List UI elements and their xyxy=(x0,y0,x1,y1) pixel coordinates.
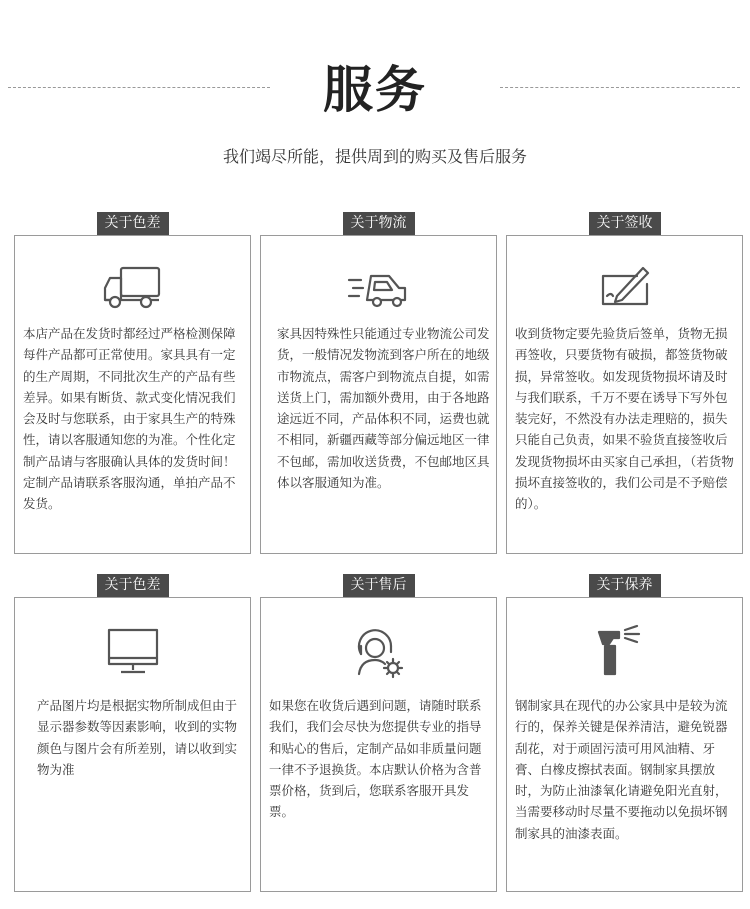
card-color-difference-2 xyxy=(14,574,251,892)
card-text: 本店产品在发货时都经过严格检测保障每件产品都可正常使用。家具具有一定的生产周期，不同批次生产的产品有些差异。如果有断货、款式变化情况我们会及时与您联系，由于家具生产的特殊性，请以客服通知您的为准。个性化定制产品请与客服确认具体的发货时间！定制产品请联系客服沟通，单拍产品不发货。 xyxy=(23,326,236,512)
card-body xyxy=(506,597,743,892)
card-after-sales xyxy=(260,574,497,892)
truck-icon xyxy=(15,264,250,324)
divider-right xyxy=(500,87,740,88)
page-subtitle: 我们竭尽所能，提供周到的购买及售后服务 xyxy=(222,147,527,166)
card-body xyxy=(260,235,497,554)
card-tag: 关于色差 xyxy=(97,574,169,597)
monitor-icon xyxy=(15,626,250,686)
card-text: 钢制家具在现代的办公家具中是较为流行的，保养关键是保养清洁，避免锐器刮花，对于顽固污渍可用风油精、牙膏、白橡皮擦拭表面。钢制家具摆放时，为防止油漆氧化请避免阳光直射，当需要移动时尽量不要拖动以免损坏钢制家具的油漆表面。 xyxy=(515,698,728,841)
card-text: 家具因特殊性只能通过专业物流公司发货，一般情况发物流到客户所在的地级市物流点，需客户到物流点自提，如需送货上门，需加额外费用，由于各地路途远近不同，产品体积不同，运费也就不相同，新疆西藏等部分偏远地区一律不包邮，需加收送货费，不包邮地区具体以客服通知为准。 xyxy=(277,326,490,491)
card-signing xyxy=(506,212,743,554)
card-tag: 关于保养 xyxy=(589,574,661,597)
page-title: 服务 xyxy=(323,61,427,119)
card-color-difference xyxy=(14,212,251,554)
card-body xyxy=(260,597,497,892)
card-text: 如果您在收货后遇到问题，请随时联系我们，我们会尽快为您提供专业的指导和贴心的售后，定制产品如非质量问题一律不予退换货。本店默认价格为含普票价格，货到后，您联系客服开具发票。 xyxy=(269,698,482,820)
card-tag: 关于签收 xyxy=(589,212,661,235)
card-tag: 关于色差 xyxy=(97,212,169,235)
card-logistics xyxy=(260,212,497,554)
card-body xyxy=(14,597,251,892)
delivery-van-icon xyxy=(261,264,496,324)
spray-bottle-icon xyxy=(507,622,742,682)
card-text: 收到货物定要先验货后签单，货物无损再签收，只要货物有破损，都签货物破损，异常签收。如发现货物损坏请及时与我们联系，千万不要在诱导下写外包装完好，不然没有办法走理赔的，损失只能自己负责，如果不验货直接签收后发现货物损坏由买家自己承担，（若货物损坏直接签收的，我们公司是不予赔偿的）。 xyxy=(515,326,734,512)
customer-service-icon xyxy=(261,624,496,684)
signature-icon xyxy=(507,262,742,322)
card-body xyxy=(14,235,251,554)
card-tag: 关于售后 xyxy=(343,574,415,597)
card-body xyxy=(506,235,743,554)
card-maintenance xyxy=(506,574,743,892)
page-header xyxy=(0,0,750,200)
card-text: 产品图片均是根据实物所制成但由于显示器参数等因素影响，收到的实物颜色与图片会有所差别，请以收到实物为准 xyxy=(37,698,238,777)
card-tag: 关于物流 xyxy=(343,212,415,235)
